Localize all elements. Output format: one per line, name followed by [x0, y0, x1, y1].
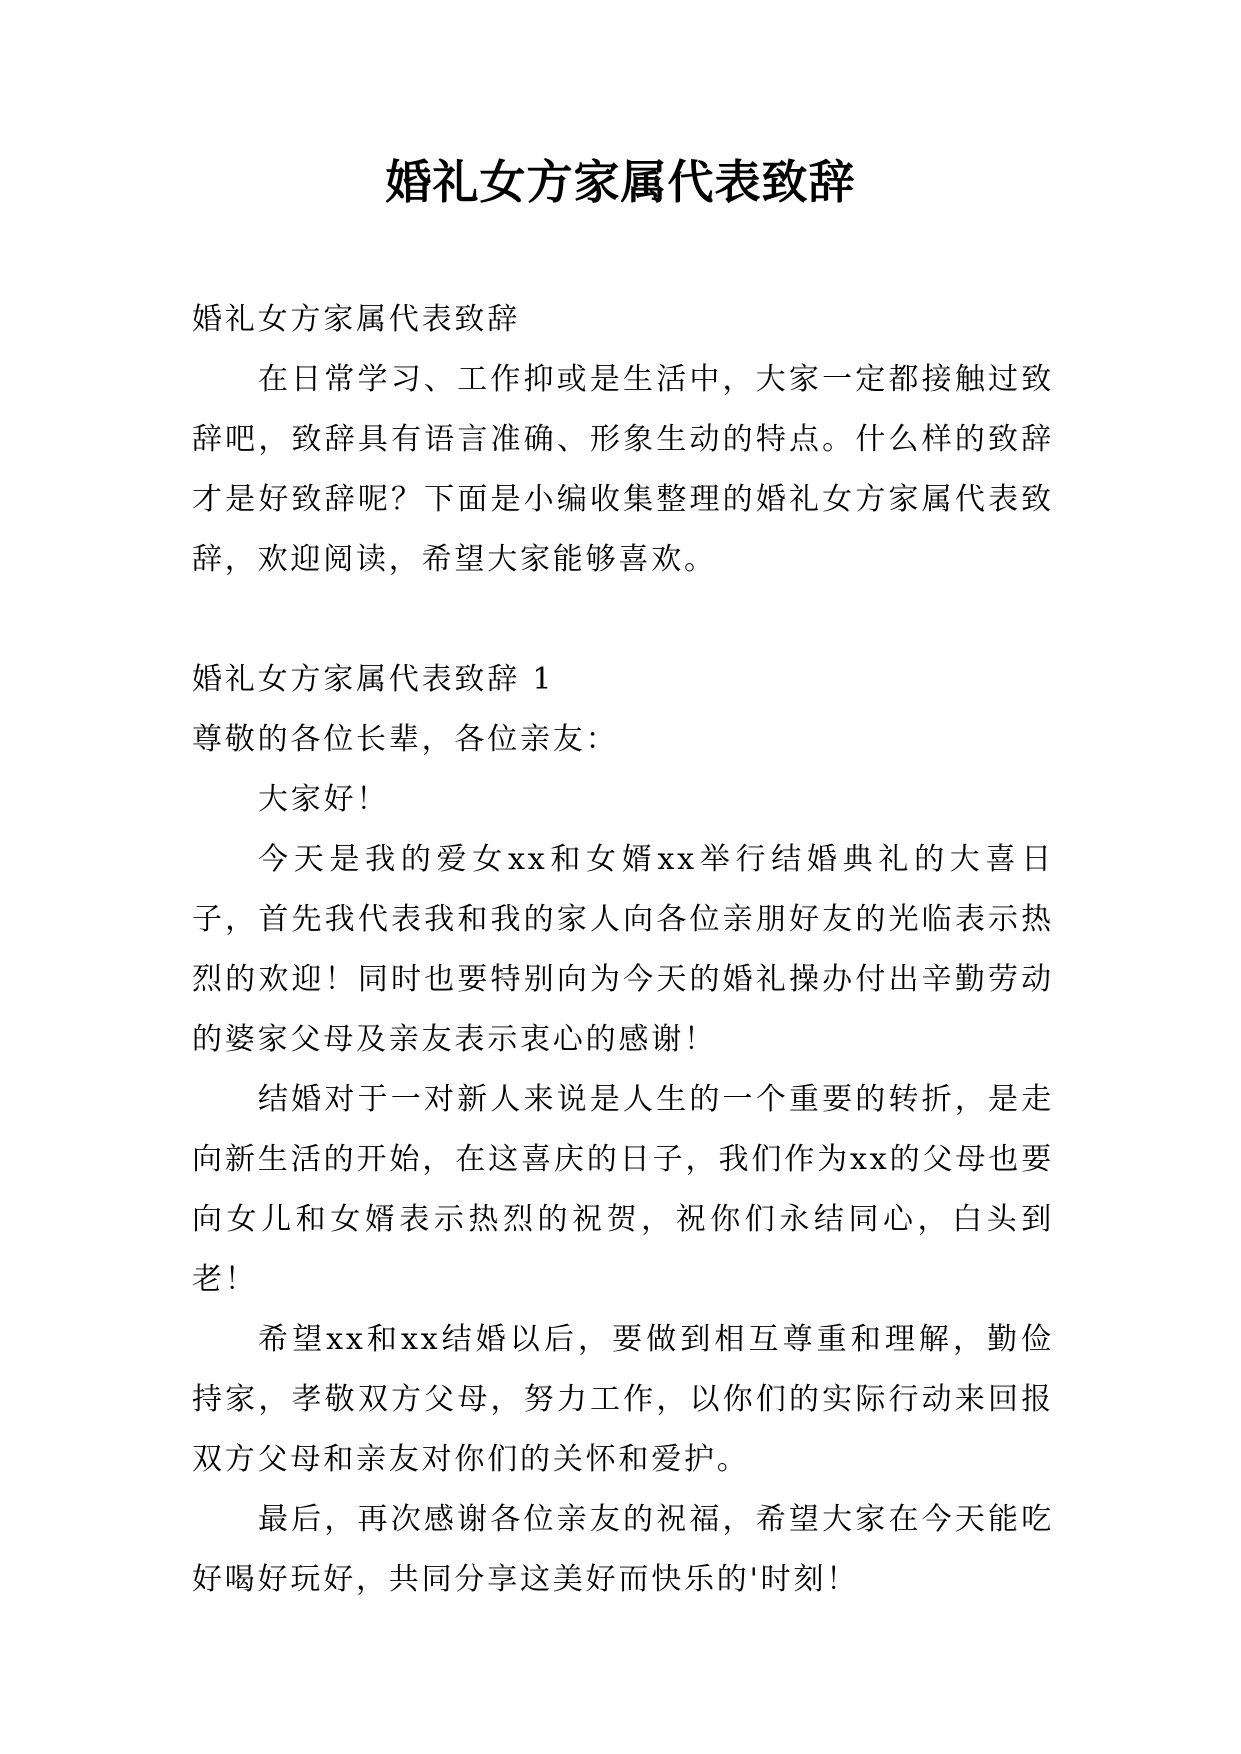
section-spacer: [192, 590, 1054, 650]
document-title: 婚礼女方家属代表致辞: [385, 155, 856, 209]
document-body: [192, 290, 1054, 1610]
intro-paragraph: 在日常学习、工作抑或是生活中，大家一定都接触过致辞吧，致辞具有语言准确、形象生动的特点。什么样的致辞才是好致辞呢？下面是小编收集整理的婚礼女方家属代表致辞，欢迎阅读，希望大家能够喜欢。: [192, 362, 1054, 577]
greeting: 大家好！: [258, 782, 390, 817]
body-paragraph: 结婚对于一对新人来说是人生的一个重要的转折，是走向新生活的开始，在这喜庆的日子，我们作为xx的父母也要向女儿和女婿表示热烈的祝贺，祝你们永结同心，白头到老！: [192, 1082, 1054, 1297]
salutation: 尊敬的各位长辈，各位亲友：: [192, 722, 619, 757]
body-paragraph: 最后，再次感谢各位亲友的祝福，希望大家在今天能吃好喝好玩好，共同分享这美好而快乐的'时刻！: [192, 1502, 1054, 1597]
intro-heading: 婚礼女方家属代表致辞: [192, 302, 520, 337]
body-paragraph: 希望xx和xx结婚以后，要做到相互尊重和理解，勤俭持家，孝敬双方父母，努力工作，以你们的实际行动来回报双方父母和亲友对你们的关怀和爱护。: [192, 1322, 1054, 1477]
body-paragraph: 今天是我的爱女xx和女婿xx举行结婚典礼的大喜日子，首先我代表我和我的家人向各位亲朋好友的光临表示热烈的欢迎！同时也要特别向为今天的婚礼操办付出辛勤劳动的婆家父母及亲友表示衷心的感谢！: [192, 842, 1054, 1057]
section-heading: 婚礼女方家属代表致辞 1: [192, 662, 555, 697]
